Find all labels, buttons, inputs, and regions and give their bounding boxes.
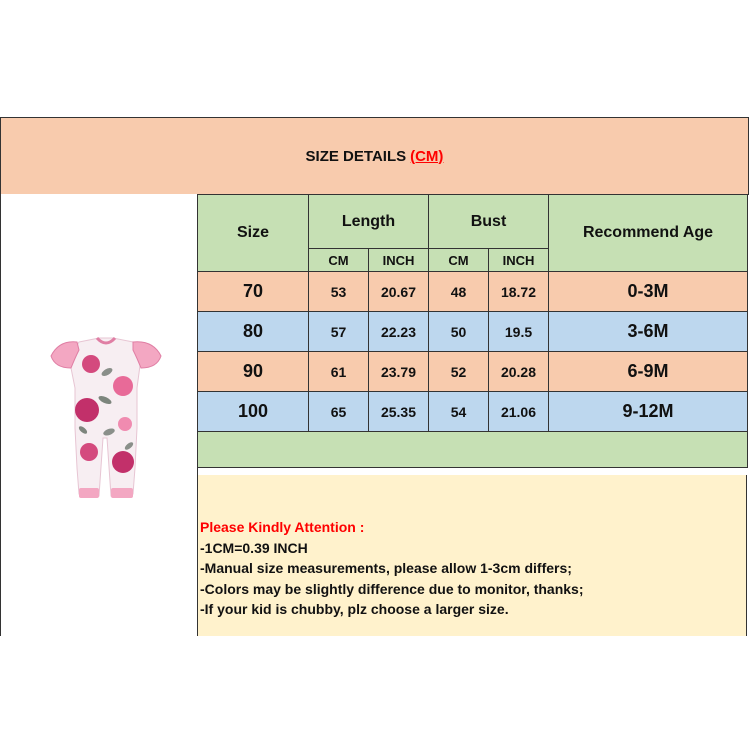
recommend-age-header: Recommend Age [549,195,748,272]
length-inch-cell: 25.35 [369,392,429,432]
notes-panel [197,475,747,636]
note-line: -If your kid is chubby, plz choose a larger size. [200,601,509,617]
note-line: -Manual size measurements, please allow 1-3cm differs; [200,560,572,576]
age-cell: 0-3M [549,272,748,312]
spacer-cell [198,432,748,468]
bust-inch-cell: 19.5 [489,312,549,352]
length-inch-cell: 23.79 [369,352,429,392]
bust-inch-cell: 18.72 [489,272,549,312]
bust-inch-cell: 20.28 [489,352,549,392]
size-table [197,194,748,468]
bust-inch-header: INCH [489,249,549,272]
size-cell: 100 [198,392,309,432]
length-cm-cell: 53 [309,272,369,312]
bust-cm-header: CM [429,249,489,272]
bust-cm-cell: 54 [429,392,489,432]
attention-heading: Please Kindly Attention : [200,519,365,535]
table-row [198,352,748,392]
note-line: -1CM=0.39 INCH [200,539,308,556]
length-cm-header: CM [309,249,369,272]
floral-romper-image [41,328,169,502]
bust-cm-cell: 50 [429,312,489,352]
table-row [198,312,748,352]
table-header-row [198,195,748,249]
table-row [198,392,748,432]
size-cell: 70 [198,272,309,312]
bust-cm-cell: 52 [429,352,489,392]
table-row [198,272,748,312]
bust-inch-cell: 21.06 [489,392,549,432]
length-cm-cell: 61 [309,352,369,392]
size-cell: 80 [198,312,309,352]
note-line: -Colors may be slightly difference due to monitor, thanks; [200,580,584,597]
length-inch-cell: 20.67 [369,272,429,312]
age-cell: 3-6M [549,312,748,352]
bust-header: Bust [429,195,549,249]
header-unit: (CM) [410,147,444,165]
product-image-pane [0,194,198,636]
size-details-header [0,117,749,195]
length-cm-cell: 65 [309,392,369,432]
spacer-row [198,432,748,468]
size-header: Size [198,195,309,272]
length-header: Length [309,195,429,249]
size-cell: 90 [198,352,309,392]
age-cell: 9-12M [549,392,748,432]
bust-cm-cell: 48 [429,272,489,312]
size-chart [0,117,749,636]
age-cell: 6-9M [549,352,748,392]
length-cm-cell: 57 [309,312,369,352]
header-title: SIZE DETAILS [305,147,407,165]
length-inch-header: INCH [369,249,429,272]
length-inch-cell: 22.23 [369,312,429,352]
